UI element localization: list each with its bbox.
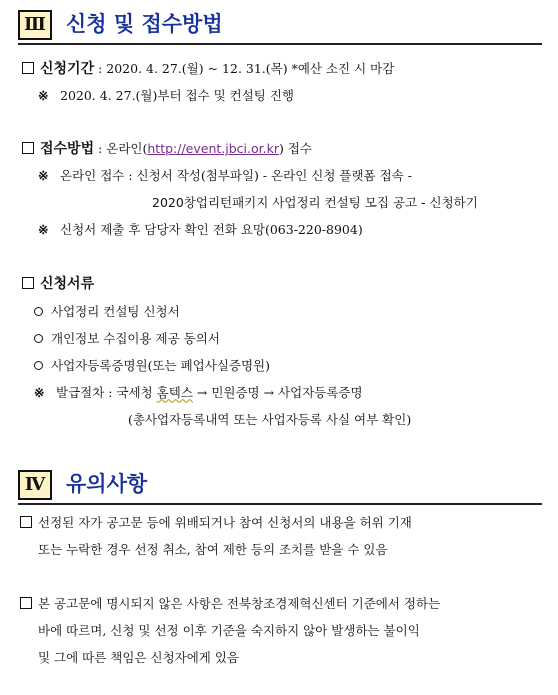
document-item xyxy=(34,357,270,375)
checkbox-square-icon xyxy=(20,597,32,609)
section-3-title: 신청 및 접수방법 xyxy=(66,12,223,36)
documents-note-prefix: 발급절차 : 국세청 xyxy=(56,385,157,400)
document-item-text: 사업정리 컨설팅 신청서 xyxy=(51,304,180,319)
circle-bullet-icon xyxy=(34,307,43,316)
method-note-1 xyxy=(38,167,412,185)
online-link[interactable]: http://event.jbci.or.kr xyxy=(147,141,279,156)
caution-text: 및 그에 따른 책임은 신청자에게 있음 xyxy=(38,650,239,665)
method-note-3-text: 신청서 제출 후 담당자 확인 전화 요망(063-220-8904) xyxy=(60,222,363,237)
method-label: 접수방법 xyxy=(40,141,95,157)
documents-note-sub-text: (총사업자등록내역 또는 사업자등록 사실 여부 확인) xyxy=(128,412,412,427)
caution-text: 바에 따르며, 신청 및 선정 이후 기준을 숙지하지 않아 발생하는 불이익 xyxy=(38,623,420,638)
caution-text: 선정된 자가 공고문 등에 위배되거나 참여 신청서의 내용을 허위 기재 xyxy=(38,515,412,530)
document-item-text: 개인정보 수집이용 제공 동의서 xyxy=(51,331,220,346)
reference-mark-icon: ※ xyxy=(34,385,45,400)
caution-item-2-line-3 xyxy=(38,649,239,667)
checkbox-square-icon xyxy=(22,142,34,154)
period-note xyxy=(38,87,294,105)
section-3-divider xyxy=(18,43,542,45)
checkbox-square-icon xyxy=(22,62,34,74)
section-4-title: 유의사항 xyxy=(66,472,148,496)
documents-label: 신청서류 xyxy=(40,276,95,292)
caution-item-2-line-2 xyxy=(38,622,420,640)
section-4-divider xyxy=(18,503,542,505)
period-row xyxy=(22,60,394,78)
period-value: : 2020. 4. 27.(월) ~ 12. 31.(목) *예산 소진 시 마감 xyxy=(94,61,395,76)
document-item-text: 사업자등록증명원(또는 폐업사실증명원) xyxy=(51,358,271,373)
method-note-3 xyxy=(38,221,363,239)
documents-row xyxy=(22,275,94,293)
method-note-2 xyxy=(152,194,478,212)
documents-note xyxy=(34,384,363,402)
caution-text: 본 공고문에 명시되지 않은 사항은 전북창조경제혁신센터 기준에서 정하는 xyxy=(38,596,441,611)
hometax-text: 홈텍스 xyxy=(156,385,193,400)
method-note-2-text: 2020창업리턴패키지 사업정리 컨설팅 모집 공고 - 신청하기 xyxy=(152,195,478,210)
circle-bullet-icon xyxy=(34,361,43,370)
caution-item-2-line-1 xyxy=(20,595,440,613)
period-label: 신청기간 xyxy=(40,61,95,77)
method-note-1-text: 온라인 접수 : 신청서 작성(첨부파일) - 온라인 신청 플랫폼 접속 - xyxy=(60,168,412,183)
caution-item-1-line-1 xyxy=(20,514,412,532)
period-note-text: 2020. 4. 27.(월)부터 접수 및 컨설팅 진행 xyxy=(60,88,295,103)
checkbox-square-icon xyxy=(20,516,32,528)
document-item xyxy=(34,303,180,321)
method-value-suffix: ) 접수 xyxy=(278,141,312,156)
section-3-header xyxy=(18,10,542,40)
reference-mark-icon: ※ xyxy=(38,222,49,237)
section-3-numeral-box: Ⅲ xyxy=(18,10,52,40)
documents-note-suffix: → 민원증명 → 사업자등록증명 xyxy=(192,385,363,400)
reference-mark-icon: ※ xyxy=(38,88,49,103)
checkbox-square-icon xyxy=(22,277,34,289)
reference-mark-icon: ※ xyxy=(38,168,49,183)
method-value-prefix: : 온라인( xyxy=(94,141,148,156)
document-item xyxy=(34,330,220,348)
method-row xyxy=(22,140,312,158)
documents-note-sub xyxy=(128,411,411,429)
caution-item-1-line-2 xyxy=(38,541,388,559)
circle-bullet-icon xyxy=(34,334,43,343)
caution-text: 또는 누락한 경우 선정 취소, 참여 제한 등의 조치를 받을 수 있음 xyxy=(38,542,388,557)
section-4-numeral-box: Ⅳ xyxy=(18,470,52,500)
section-4-header xyxy=(18,470,542,500)
